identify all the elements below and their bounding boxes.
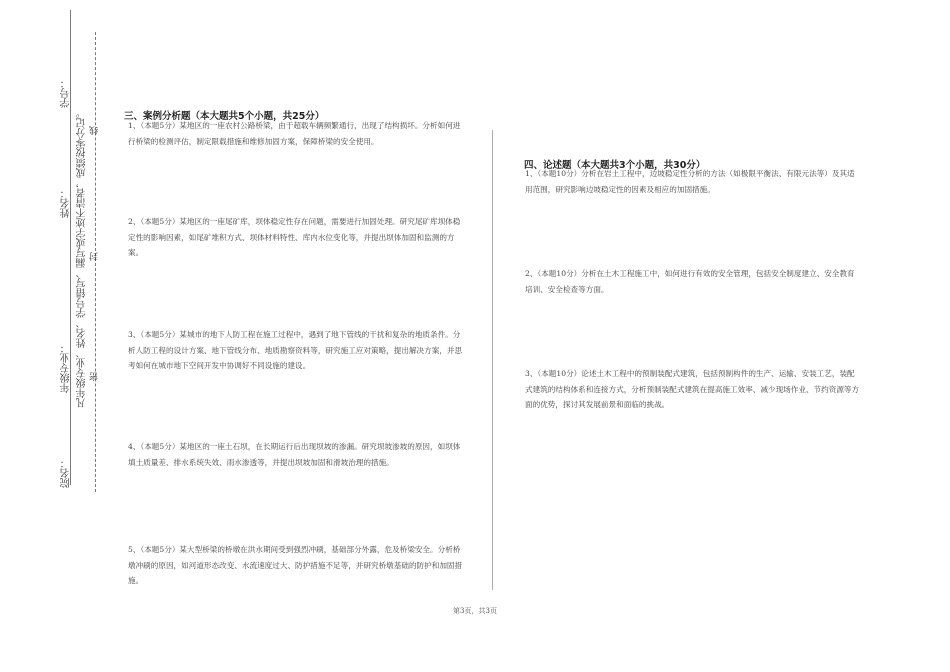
- section3-title: 三、案例分析题（本大题共5个小题，共25分）: [124, 111, 325, 122]
- binding-mark-feng: 封: [90, 252, 100, 261]
- section3-question-1: 1、（本题5分）某地区的一座农村公路桥梁，由于超载车辆频繁通行，出现了结构损坏。分析如何进行桥梁的检测评估，制定限载措施和维修加固方案，保障桥梁的安全使用。: [128, 121, 461, 146]
- grade-major-label: 年级专业：: [61, 343, 72, 393]
- name-label: 姓名：: [61, 188, 72, 218]
- section4-question-2: 2、（本题10分）分析在土木工程施工中，如何进行有效的安全管理，包括安全制度建立、安全教育培训、安全检查等方面。: [525, 269, 855, 294]
- binding-margin: [0, 0, 105, 672]
- binding-warning: 凡年级专业、姓名、学号错写、漏写或字迹不清者，成绩按零分记。: [77, 108, 88, 408]
- section3-question-5: 5、（本题5分）某大型桥梁的桥墩在洪水期间受到强烈冲刷，基础部分外露，危及桥梁安全。分析桥墩冲刷的原因，如河道形态改变、水流速度过大、防护措施不足等，并研究桥墩基础的防护和加固措施。: [128, 545, 463, 585]
- college-label: 院名：: [61, 458, 72, 488]
- binding-dashed-line: [95, 32, 96, 492]
- section4-question-3: 3、（本题10分）论述土木工程中的预制装配式建筑，包括预制构件的生产、运输、安装工艺，装配式建筑的结构体系和连接方式，分析预制装配式建筑在提高施工效率、减少现场作业、节约资源等方面的优势，探讨其发展前景和面临的挑战。: [525, 369, 860, 409]
- section3-question-4: 4、（本题5分）某地区的一座土石坝，在长期运行后出现坝坡的渗漏。研究坝坡渗坡的原因，如坝体填土质量差、排水系统失效、雨水渗透等，并提出坝坡加固和滑坡治理的措施。: [128, 442, 461, 467]
- section4-title: 四、论述题（本大题共3个小题，共30分）: [524, 160, 706, 171]
- binding-mark-xian: 线: [90, 126, 100, 135]
- binding-mark-mi: 密: [90, 372, 100, 381]
- column-divider: [492, 130, 493, 590]
- page-footer: 第3页，共3页: [453, 607, 497, 615]
- student-no-label: 学号：: [61, 78, 72, 108]
- section4-question-1: 1、（本题10分）分析在岩土工程中，边坡稳定性分析的方法（如极限平衡法、有限元法等）及其适用范围，研究影响边坡稳定性的因素及相应的加固措施。: [525, 169, 855, 194]
- section3-question-2: 2、（本题5分）某地区的一座尾矿库，坝体稳定性存在问题，需要进行加固处理。研究尾矿库坝体稳定性的影响因素，如尾矿堆积方式、坝体材料特性、库内水位变化等，并提出坝体加固和监测的方案。: [128, 217, 461, 257]
- section3-question-3: 3、（本题5分）某城市的地下人防工程在施工过程中，遇到了地下管线的干扰和复杂的地质条件。分析人防工程的设计方案、地下管线分布、地质勘察资料等，研究施工应对策略，提出解决方案，并思考如何在城市地下空间开发中协调好不同设施的建设。: [128, 330, 463, 370]
